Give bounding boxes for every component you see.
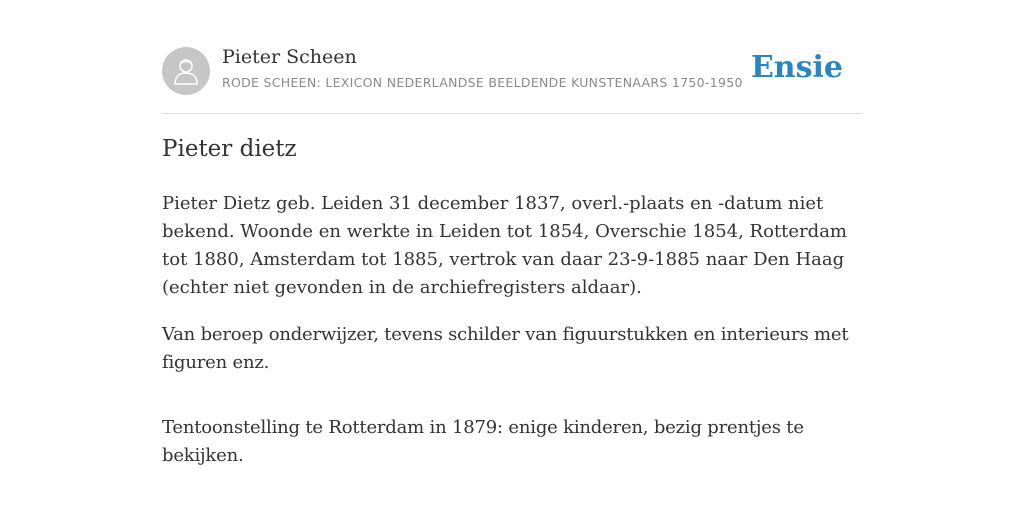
- source-label[interactable]: RODE SCHEEN: LEXICON NEDERLANDSE BEELDENDE KUNSTENAARS 1750-1950: [222, 75, 743, 90]
- article-body: [162, 190, 862, 489]
- author-name-link[interactable]: Pieter Scheen: [222, 46, 357, 68]
- article-title: Pieter dietz: [162, 136, 297, 162]
- brand-logo[interactable]: Ensie: [750, 50, 843, 85]
- author-avatar[interactable]: [162, 47, 210, 95]
- article-paragraph-3: Tentoonstelling te Rotterdam in 1879: enige kinderen, bezig prentjes te bekijken.: [162, 417, 804, 466]
- article-paragraph-1: Pieter Dietz geb. Leiden 31 december 1837, overl.-plaats en -datum niet bekend. Woonde en werkte in Leiden tot 1854, Overschie 1854, Rotterdam tot 1880, Amsterdam tot 1885, vertrok van daar 23-9-1885 naar Den Haag (echter niet gevonden in de archiefregisters aldaar).: [162, 193, 847, 298]
- header-divider: [162, 113, 862, 114]
- article-paragraph-2: Van beroep onderwijzer, tevens schilder van figuurstukken en interieurs met figuren enz.: [162, 324, 849, 373]
- article-header: [162, 46, 862, 96]
- user-avatar-icon: [174, 57, 198, 85]
